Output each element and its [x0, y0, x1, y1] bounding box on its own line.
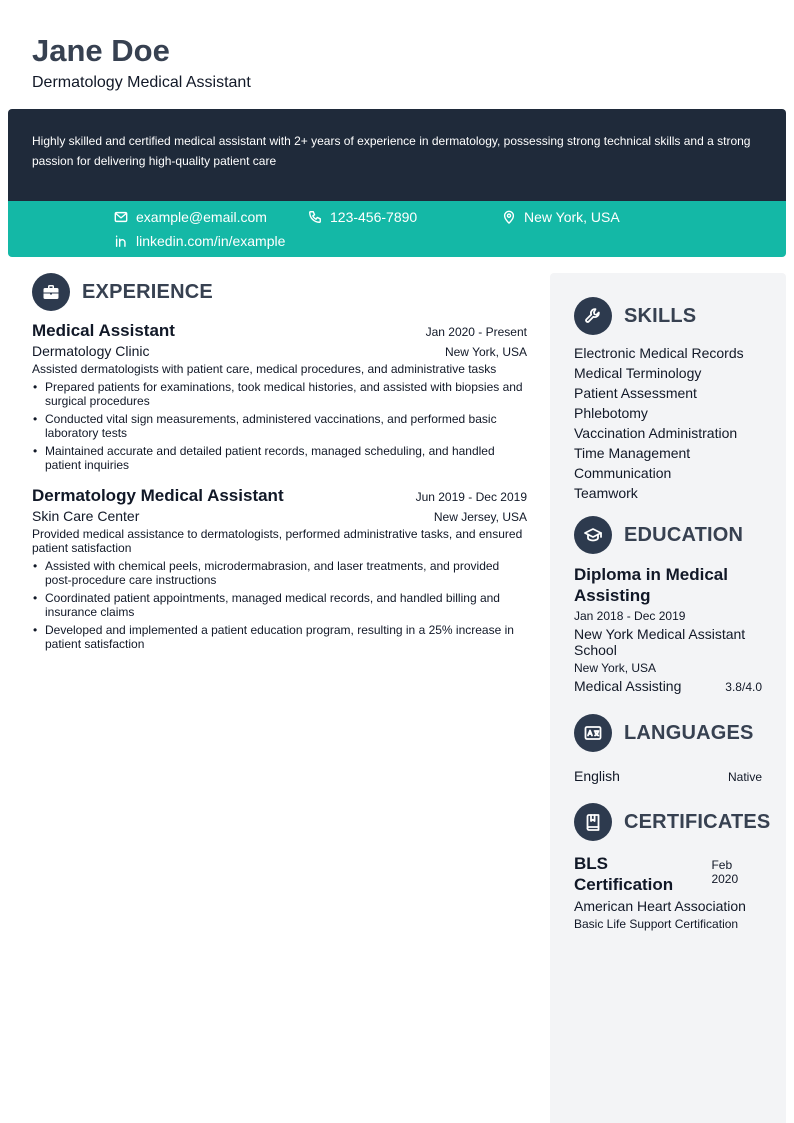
education-heading — [574, 516, 762, 554]
education-date: Jan 2018 - Dec 2019 — [574, 609, 686, 623]
envelope-icon — [114, 210, 128, 224]
skills-list — [574, 343, 762, 503]
language-level: Native — [727, 770, 762, 784]
phone-icon — [308, 210, 322, 224]
candidate-name: Jane Doe — [32, 33, 170, 68]
contact-location-text: New York, USA — [524, 209, 620, 225]
skills-title: SKILLS — [624, 304, 697, 327]
job-description: Provided medical assistance to dermatologists, performed administrative tasks, and ensured patient satisfaction — [32, 527, 523, 555]
languages-heading — [574, 714, 762, 752]
sidebar — [550, 273, 786, 1123]
education-gpa: 3.8/4.0 — [725, 680, 762, 694]
job-location: New Jersey, USA — [433, 510, 527, 524]
translate-icon — [583, 723, 603, 743]
job-bullet: • Developed and implemented a patient education program, resulting in a 25% increase in patient satisfaction — [32, 623, 527, 651]
contact-location — [502, 209, 620, 225]
certificates-heading — [574, 803, 771, 841]
language-name: English — [574, 768, 620, 784]
job-company: Skin Care Center — [32, 508, 140, 524]
contact-email-text: example@email.com — [136, 209, 267, 225]
job-entry — [32, 486, 527, 651]
certificate-name: BLS Certification — [574, 854, 674, 894]
education-degree: Diploma in Medical Assisting — [574, 565, 728, 605]
skill-item: Communication — [574, 465, 672, 481]
graduation-cap-icon — [583, 525, 603, 545]
certificate-entry — [574, 853, 762, 931]
skill-item: Time Management — [574, 445, 691, 461]
map-pin-icon — [502, 210, 516, 224]
education-entry — [574, 564, 762, 694]
certificate-issuer: American Heart Association — [574, 898, 746, 914]
experience-title: EXPERIENCE — [82, 280, 213, 303]
resume-header — [32, 32, 251, 92]
experience-heading — [32, 273, 527, 311]
skill-item: Teamwork — [574, 485, 638, 501]
certificates-icon-badge — [574, 803, 612, 841]
education-icon-badge — [574, 516, 612, 554]
job-bullet: • Maintained accurate and detailed patient records, managed scheduling, and handled patient inquiries — [32, 444, 527, 472]
job-bullets — [32, 559, 527, 651]
skill-item: Patient Assessment — [574, 385, 697, 401]
summary-text: Highly skilled and certified medical assistant with 2+ years of experience in dermatology, possessing strong technical skills and a strong passion for delivering high-quality patient care — [32, 134, 751, 168]
contact-linkedin[interactable] — [114, 233, 285, 249]
contact-phone[interactable] — [308, 209, 417, 225]
languages-icon-badge — [574, 714, 612, 752]
job-bullet: • Coordinated patient appointments, managed medical records, and handled billing and insurance claims — [32, 591, 527, 619]
contact-email[interactable] — [114, 209, 267, 225]
job-entry — [32, 321, 527, 472]
job-company: Dermatology Clinic — [32, 343, 150, 359]
candidate-title: Dermatology Medical Assistant — [32, 74, 251, 91]
job-title: Dermatology Medical Assistant — [32, 486, 284, 505]
certificates-title: CERTIFICATES — [624, 810, 771, 833]
skills-icon-badge — [574, 297, 612, 335]
contact-band — [8, 201, 786, 257]
education-field: Medical Assisting — [574, 678, 682, 694]
linkedin-icon — [114, 234, 128, 248]
education-school: New York Medical Assistant School — [574, 626, 746, 658]
summary-band — [8, 109, 786, 201]
language-item — [574, 768, 762, 784]
contact-phone-text: 123-456-7890 — [330, 209, 418, 225]
wrench-icon — [583, 306, 603, 326]
skill-item: Phlebotomy — [574, 405, 648, 421]
skill-item: Medical Terminology — [574, 365, 702, 381]
job-bullet: • Prepared patients for examinations, took medical histories, and assisted with biopsies and surgical procedures — [32, 380, 527, 408]
job-description: Assisted dermatologists with patient care, medical procedures, and administrative tasks — [32, 362, 497, 376]
briefcase-icon — [41, 282, 61, 302]
job-date: Jun 2019 - Dec 2019 — [415, 490, 527, 504]
skills-heading — [574, 297, 762, 335]
education-location: New York, USA — [574, 661, 657, 675]
languages-title: LANGUAGES — [624, 721, 754, 744]
job-bullet: • Assisted with chemical peels, microdermabrasion, and laser treatments, and provided post-procedure care instructions — [32, 559, 527, 587]
experience-section — [32, 273, 527, 655]
job-date: Jan 2020 - Present — [425, 325, 527, 339]
certificate-description: Basic Life Support Certification — [574, 917, 739, 931]
education-title: EDUCATION — [624, 523, 744, 546]
job-bullet: • Conducted vital sign measurements, administered vaccinations, and performed basic laboratory tests — [32, 412, 527, 440]
experience-icon-badge — [32, 273, 70, 311]
contact-linkedin-text: linkedin.com/in/example — [136, 233, 286, 249]
bookmark-book-icon — [583, 812, 603, 832]
skill-item: Vaccination Administration — [574, 425, 738, 441]
job-bullets — [32, 380, 527, 472]
certificate-date: Feb 2020 — [711, 858, 739, 886]
job-location: New York, USA — [444, 345, 527, 359]
skill-item: Electronic Medical Records — [574, 345, 744, 361]
job-title: Medical Assistant — [32, 321, 175, 340]
